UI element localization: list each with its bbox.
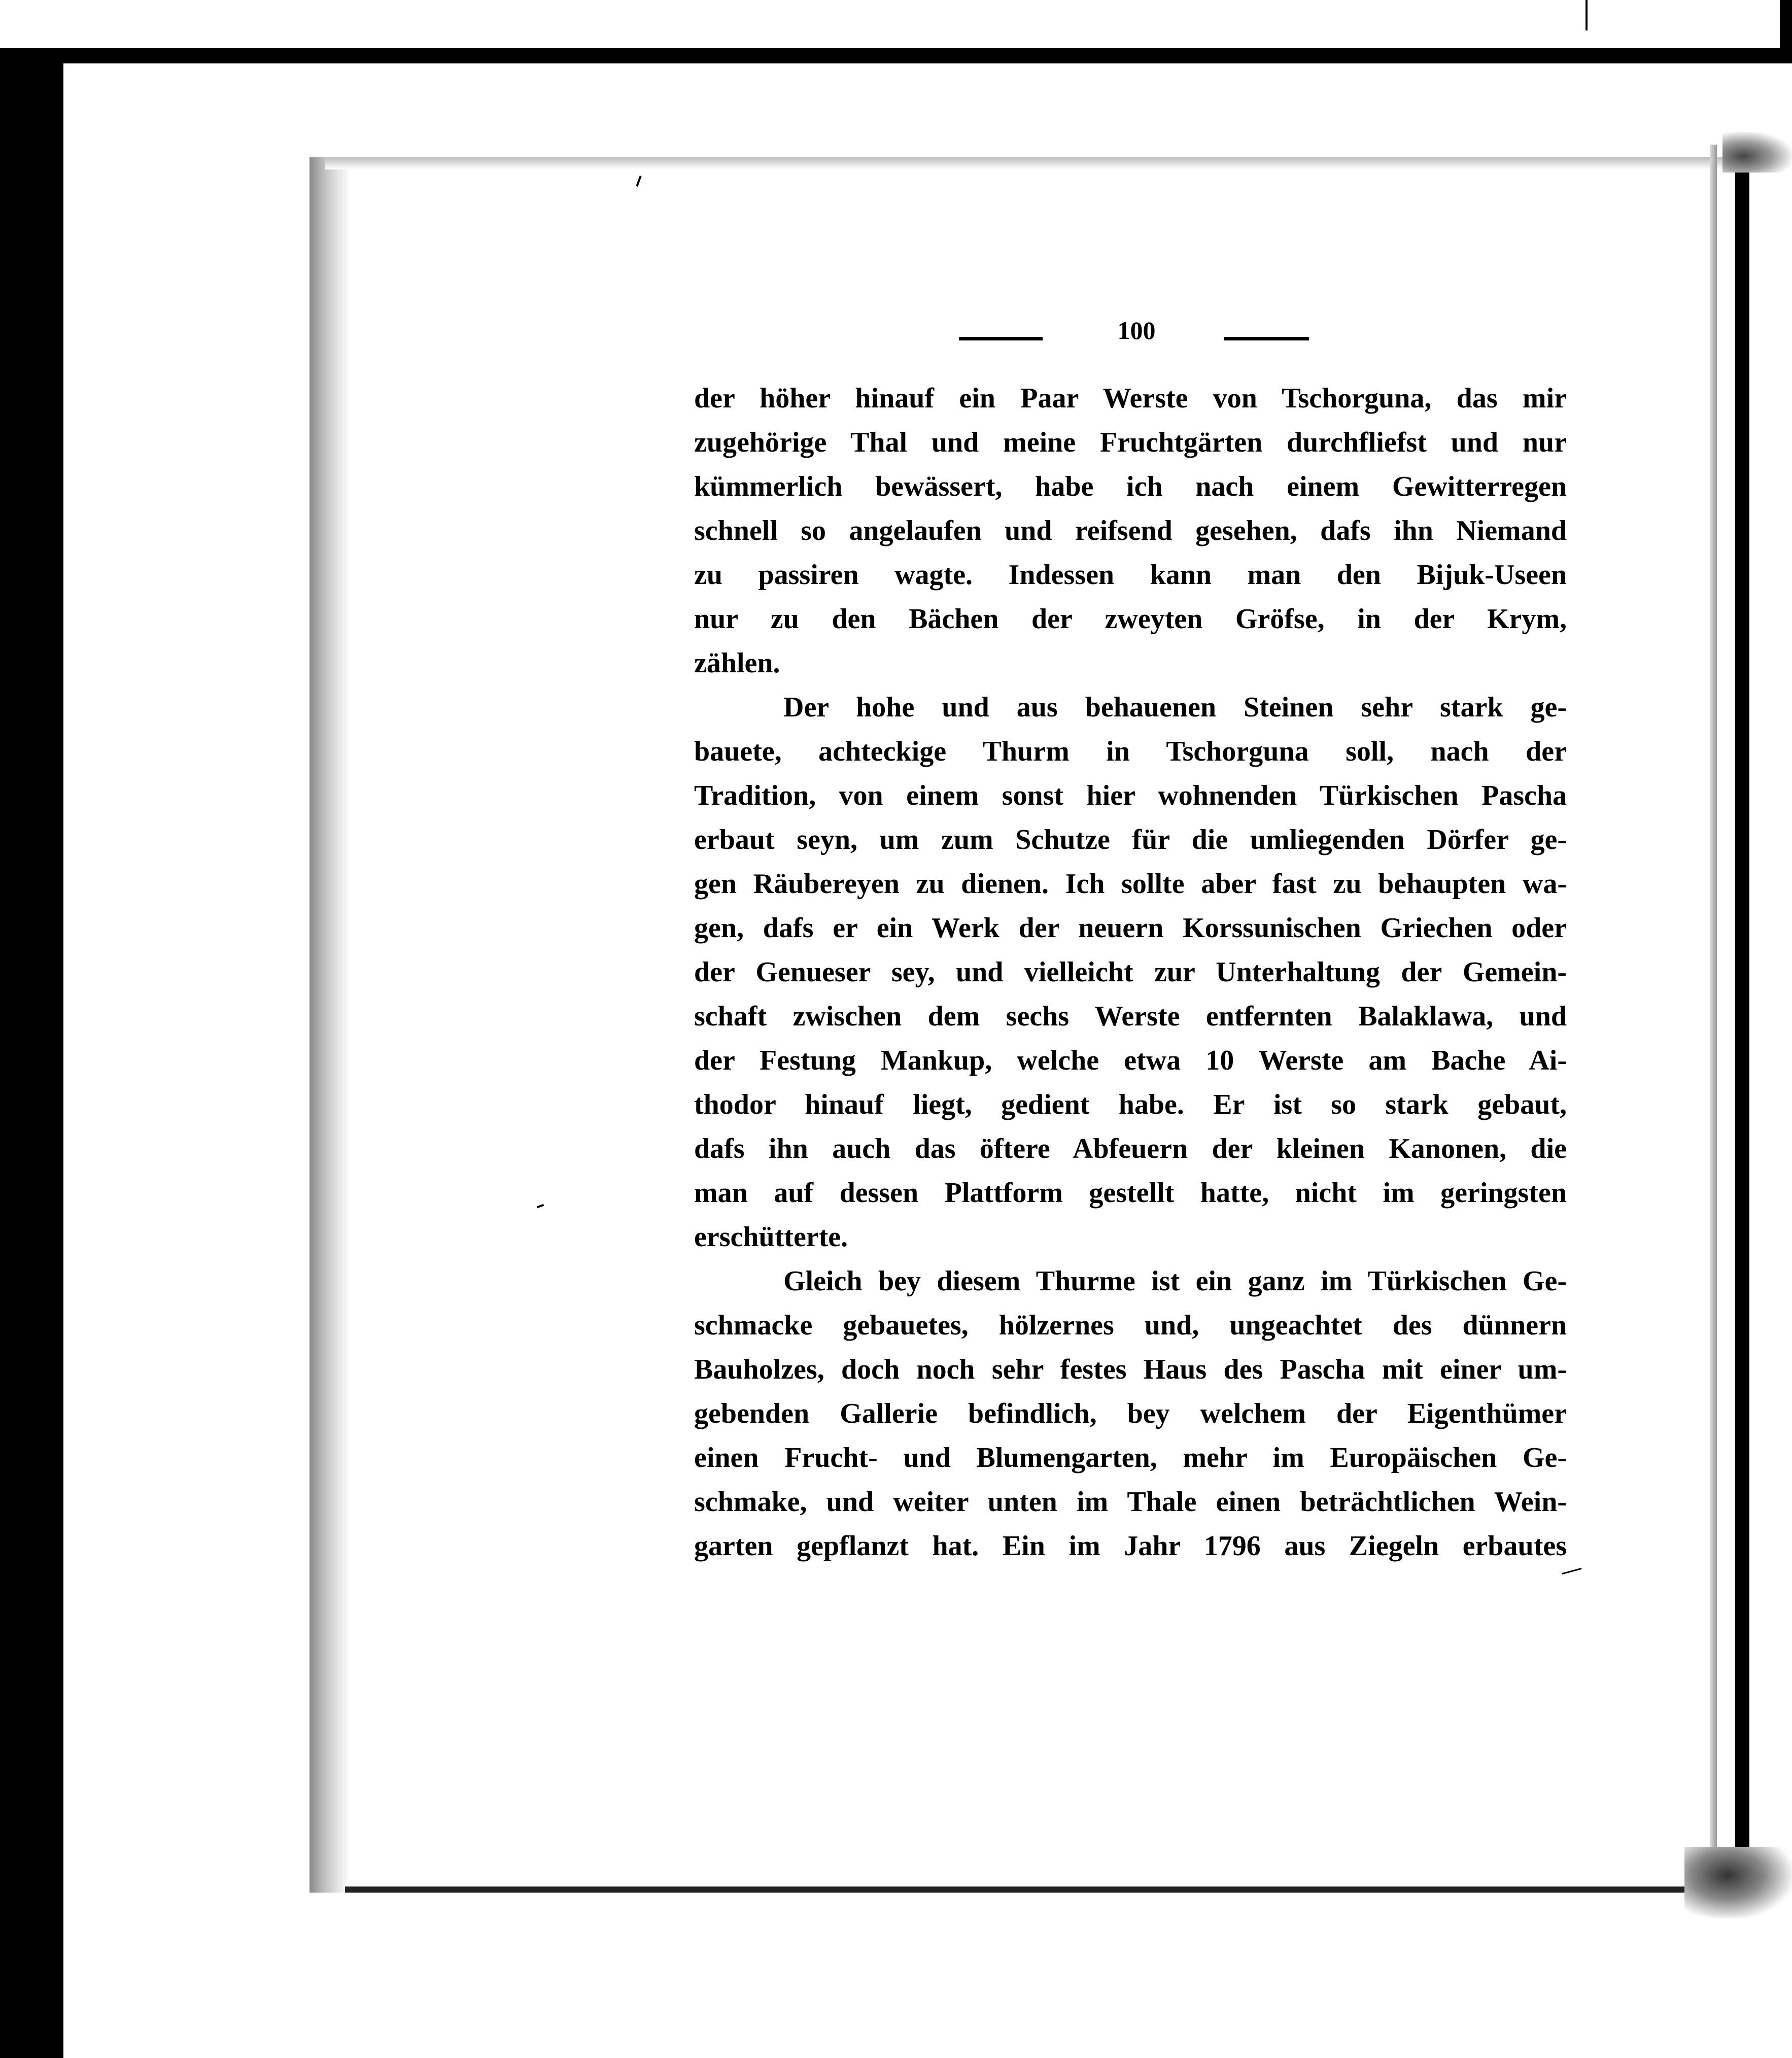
- text-line: gen Räubereyen zu dienen. Ich sollte aber fast zu behaupten wa-: [694, 868, 1567, 900]
- film-frame-left: [0, 48, 63, 2058]
- text-line: thodor hinauf liegt, gedient habe. Er ist so stark gebaut,: [694, 1089, 1567, 1120]
- text-line: erschütterte.: [694, 1221, 848, 1253]
- page-right-border: [1735, 145, 1749, 1890]
- text-line: Gleich bey diesem Thurme ist ein ganz im Türkischen Ge-: [783, 1265, 1567, 1297]
- page-corner-shadow: [1722, 132, 1792, 173]
- text-line: der höher hinauf ein Paar Werste von Tschorguna, das mir: [694, 383, 1567, 414]
- film-frame-right: [1780, 0, 1792, 61]
- text-line: garten gepflanzt hat. Ein im Jahr 1796 aus Ziegeln erbautes: [694, 1530, 1567, 1562]
- film-frame-top: [0, 48, 1792, 63]
- text-line: schnell so angelaufen und reifsend gesehen, dafs ihn Niemand: [694, 515, 1567, 546]
- text-line: bauete, achteckige Thurm in Tschorguna soll, nach der: [694, 736, 1567, 767]
- text-line: zählen.: [694, 647, 780, 679]
- text-line: nur zu den Bächen der zweyten Gröfse, in der Krym,: [694, 603, 1567, 635]
- page-right-edge: [1710, 145, 1717, 1890]
- text-line: der Genueser sey, und vielleicht zur Unterhaltung der Gemein-: [694, 956, 1567, 988]
- text-line: einen Frucht- und Blumengarten, mehr im Europäischen Ge-: [694, 1442, 1567, 1473]
- text-line: Der hohe und aus behauenen Steinen sehr stark ge-: [783, 692, 1567, 723]
- text-line: kümmerlich bewässert, habe ich nach einem Gewitterregen: [694, 471, 1567, 502]
- page-gutter-shadow: [309, 157, 350, 1893]
- page-top-edge: [325, 157, 1735, 169]
- header-rule-left: [959, 337, 1043, 340]
- text-line: Tradition, von einem sonst hier wohnenden Türkischen Pascha: [694, 780, 1567, 811]
- body-text: [694, 376, 1567, 1568]
- page-corner-shadow-bottom: [1684, 1847, 1792, 1918]
- text-line: zu passiren wagte. Indessen kann man den Bijuk-Useen: [694, 559, 1567, 591]
- text-line: schaft zwischen dem sechs Werste entfernten Balaklawa, und: [694, 1001, 1567, 1032]
- text-line: schmacke gebauetes, hölzernes und, ungeachtet des dünnern: [694, 1310, 1567, 1341]
- header-rule-right: [1224, 337, 1309, 340]
- text-line: schmake, und weiter unten im Thale einen beträchtlichen Wein-: [694, 1486, 1567, 1518]
- text-line: erbaut seyn, um zum Schutze für die umliegenden Dörfer ge-: [694, 824, 1567, 855]
- text-line: Bauholzes, doch noch sehr festes Haus des Pascha mit einer um-: [694, 1354, 1567, 1385]
- text-line: zugehörige Thal und meine Fruchtgärten durchfliefst und nur: [694, 427, 1567, 458]
- text-line: gen, dafs er ein Werk der neuern Korssunischen Griechen oder: [694, 912, 1567, 944]
- text-line: der Festung Mankup, welche etwa 10 Werste am Bache Ai-: [694, 1045, 1567, 1076]
- page-bottom-edge: [345, 1886, 1735, 1893]
- film-frame-tick: [1586, 0, 1588, 30]
- text-line: dafs ihn auch das öftere Abfeuern der kleinen Kanonen, die: [694, 1133, 1567, 1164]
- text-line: gebenden Gallerie befindlich, bey welchem der Eigenthümer: [694, 1398, 1567, 1429]
- page-number: 100: [1117, 316, 1156, 345]
- text-line: man auf dessen Plattform gestellt hatte, nicht im geringsten: [694, 1177, 1567, 1209]
